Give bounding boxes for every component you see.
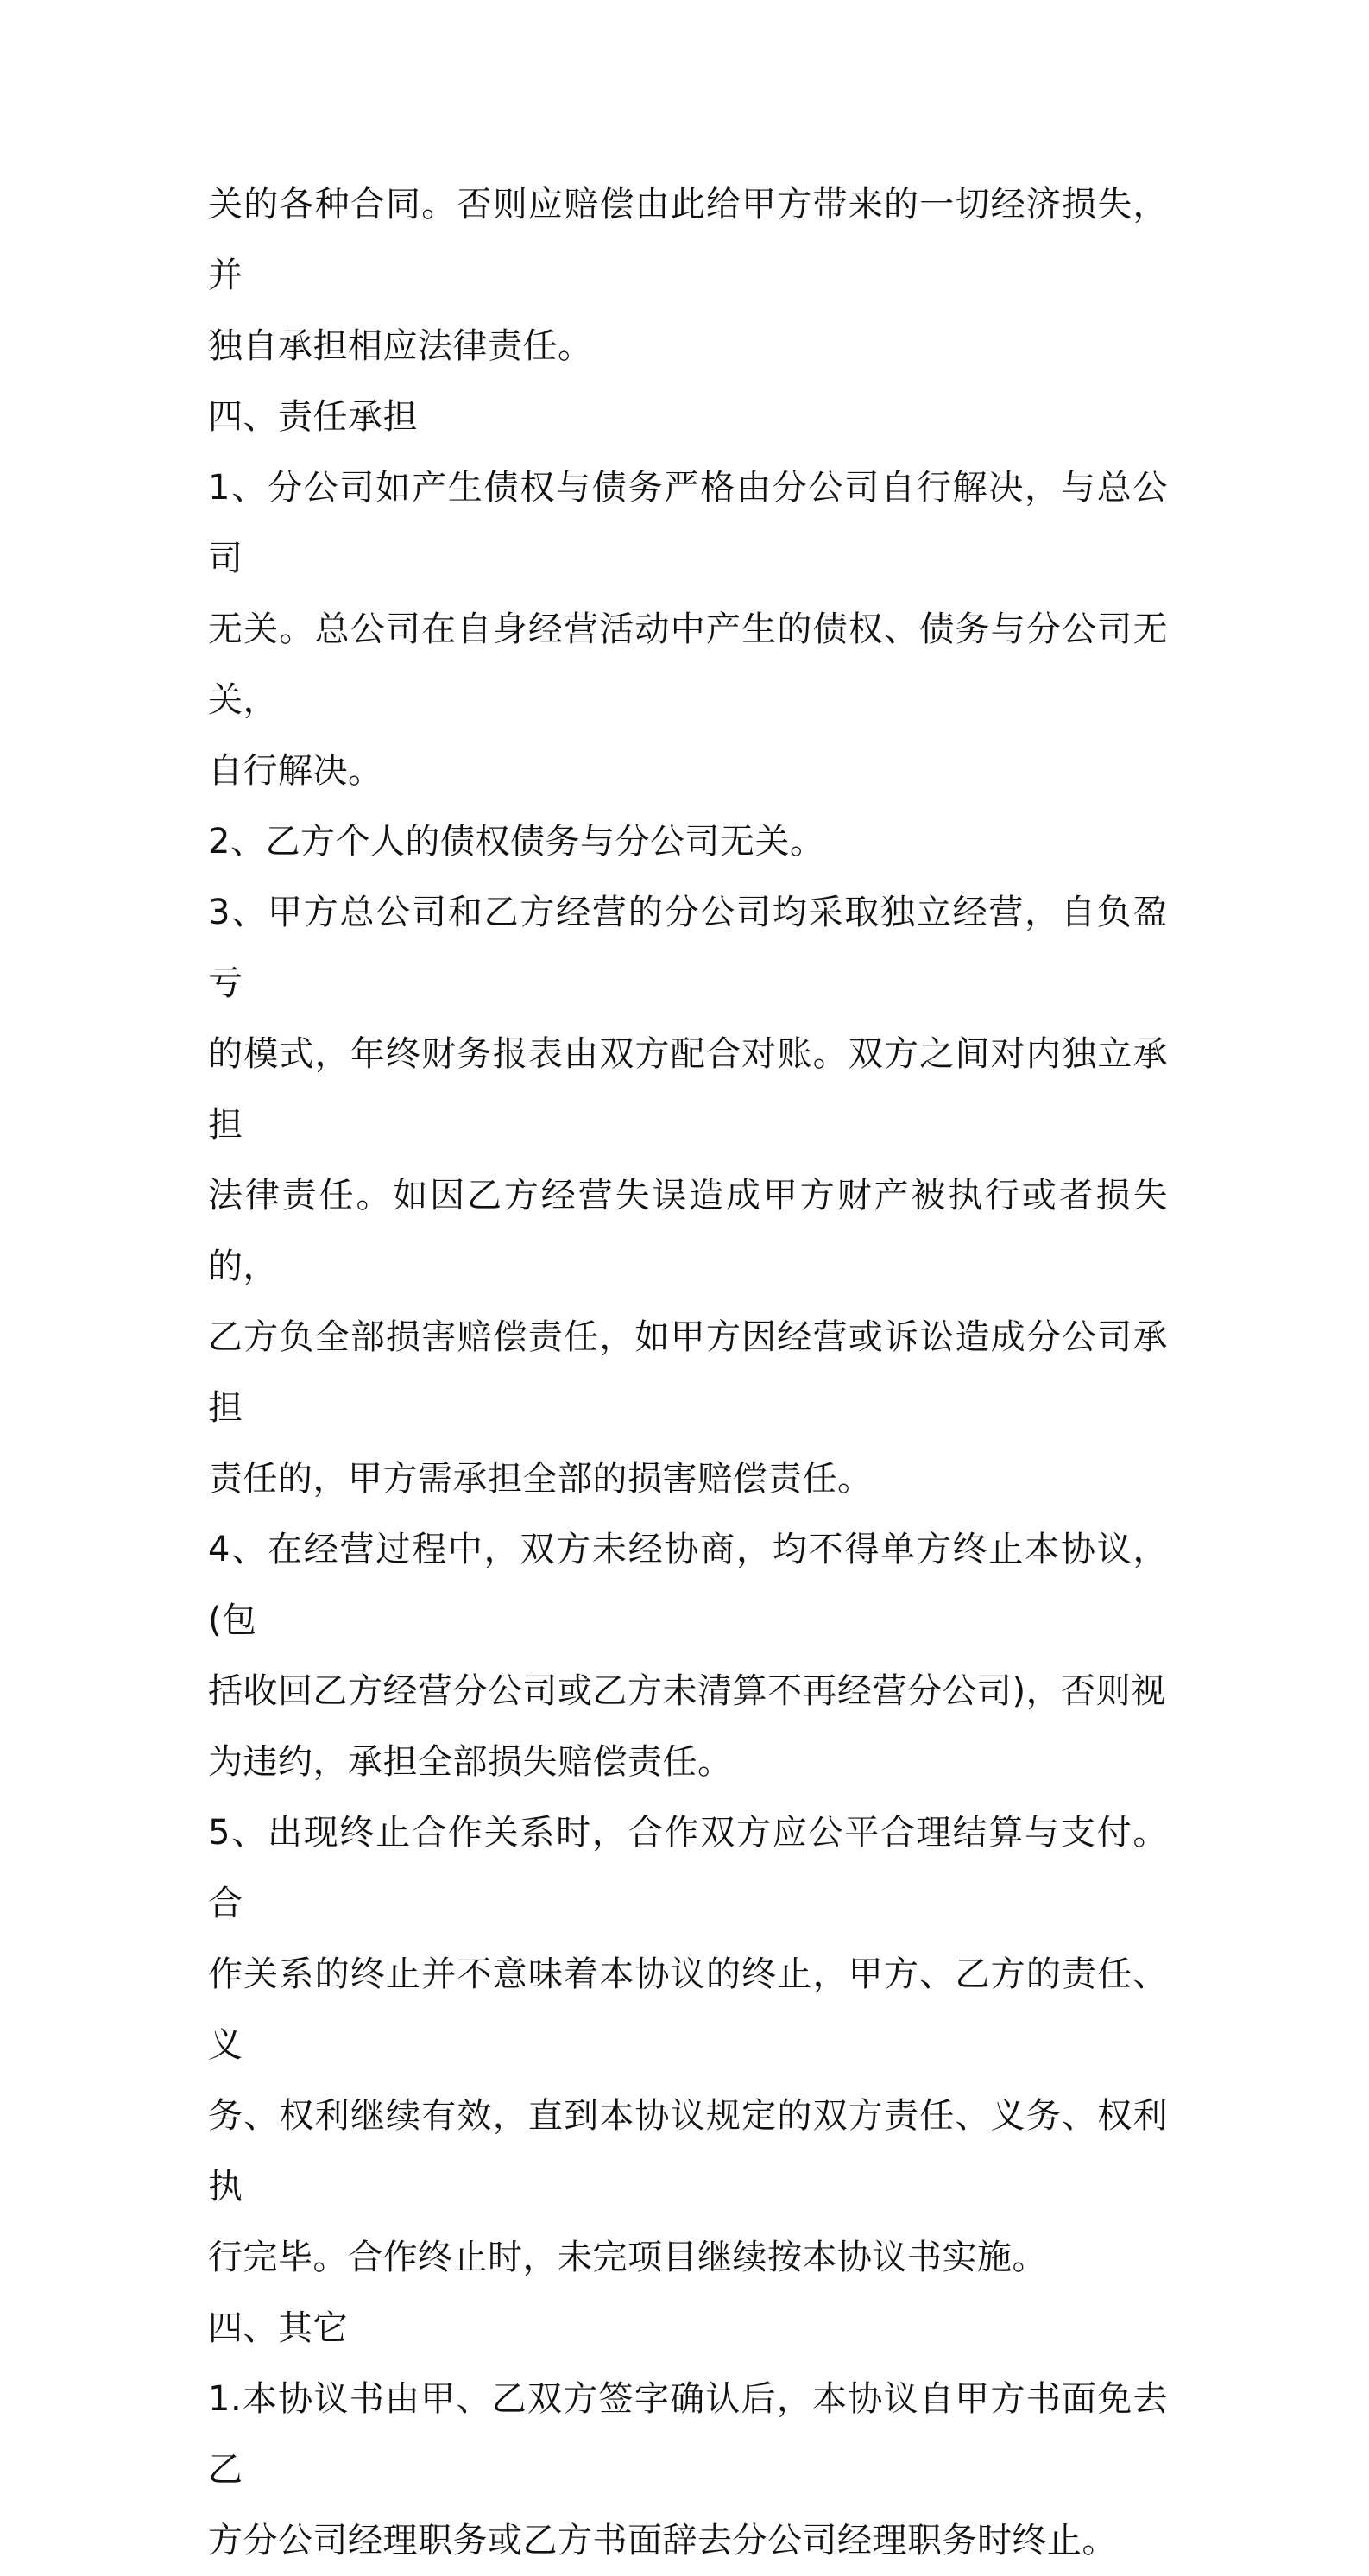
text-line: 5、出现终止合作关系时，合作双方应公平合理结算与支付。合 <box>208 1813 1168 1923</box>
text-line: 3、甲方总公司和乙方经营的分公司均采取独立经营，自负盈亏 <box>208 893 1168 1003</box>
text-line: 乙方负全部损害赔偿责任，如甲方因经营或诉讼造成分公司承担 <box>208 1317 1168 1428</box>
text-line: 的模式，年终财务报表由双方配合对账。双方之间对内独立承担 <box>208 1034 1168 1145</box>
document-body <box>208 169 1168 2576</box>
section-heading: 四、责任承担 <box>208 397 418 437</box>
text-line: 2、乙方个人的债权债务与分公司无关。 <box>208 822 825 862</box>
text-line: 责任的，甲方需承担全部的损害赔偿责任。 <box>208 1459 873 1499</box>
section-heading: 四、其它 <box>208 2308 348 2348</box>
text-line: 作关系的终止并不意味着本协议的终止，甲方、乙方的责任、义 <box>208 1954 1168 2065</box>
text-line: 行完毕。合作终止时，未完项目继续按本协议书实施。 <box>208 2238 1047 2277</box>
text-line: 1.本协议书由甲、乙双方签字确认后，本协议自甲方书面免去乙 <box>208 2379 1168 2490</box>
text-line: 务、权利继续有效，直到本协议规定的双方责任、义务、权利执 <box>208 2096 1168 2207</box>
text-line: 4、在经营过程中，双方未经协商，均不得单方终止本协议，(包 <box>208 1530 1168 1640</box>
text-line: 法律责任。如因乙方经营失误造成甲方财产被执行或者损失的， <box>208 1176 1168 1286</box>
text-line: 自行解决。 <box>208 751 383 791</box>
text-line: 为违约，承担全部损失赔偿责任。 <box>208 1742 733 1782</box>
text-line: 括收回乙方经营分公司或乙方未清算不再经营分公司)，否则视 <box>208 1671 1166 1711</box>
text-line: 独自承担相应法律责任。 <box>208 326 593 366</box>
text-line: 1、分公司如产生债权与债务严格由分公司自行解决，与总公司 <box>208 468 1168 578</box>
text-line: 关的各种合同。否则应赔偿由此给甲方带来的一切经济损失，并 <box>208 185 1168 295</box>
text-line: 方分公司经理职务或乙方书面辞去分公司经理职务时终止。 <box>208 2521 1117 2560</box>
text-line: 无关。总公司在自身经营活动中产生的债权、债务与分公司无关， <box>208 609 1168 720</box>
